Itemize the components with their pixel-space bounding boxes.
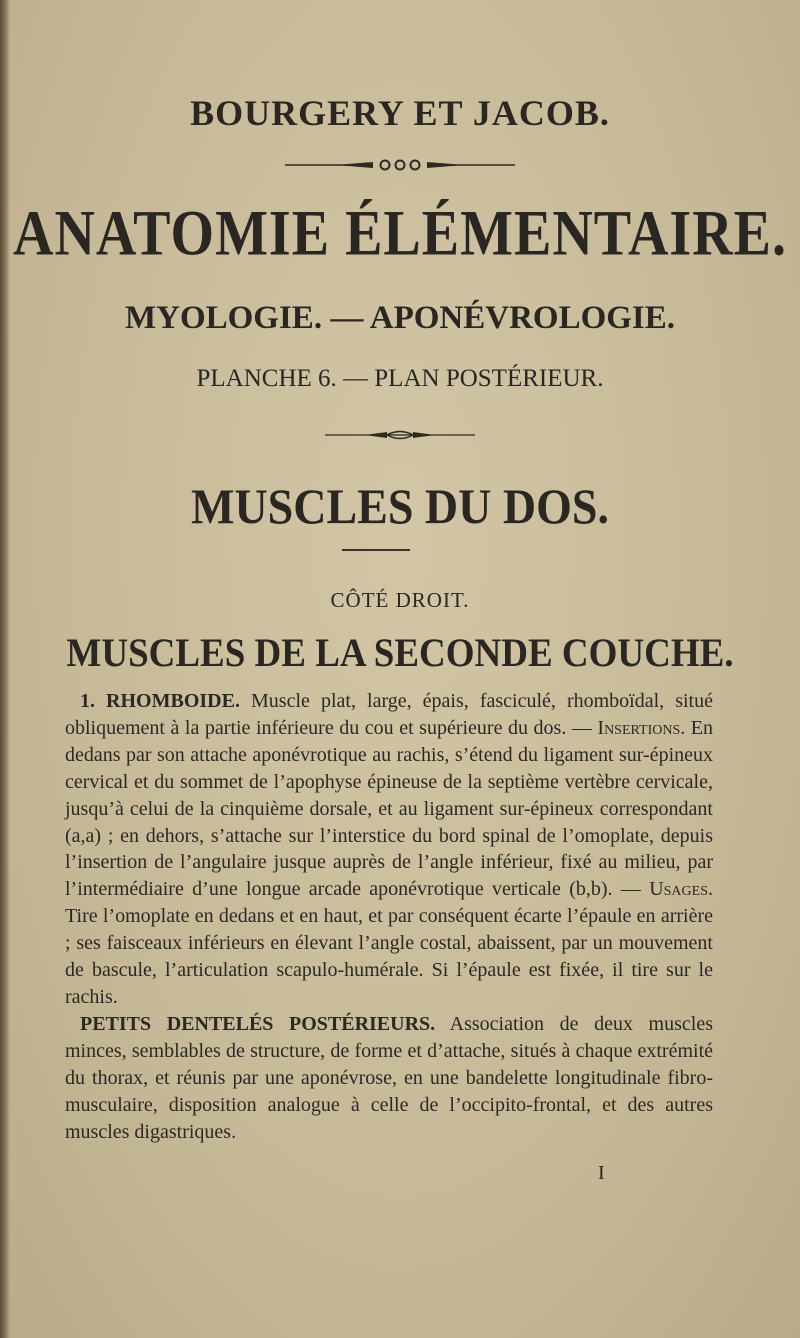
- authors-heading: BOURGERY ET JACOB.: [190, 93, 610, 133]
- short-rule: [342, 549, 410, 551]
- ornament-divider-top: [0, 158, 800, 172]
- paragraph-petits-denteles: [65, 1011, 713, 1146]
- insertions-label: Insertions: [597, 716, 681, 739]
- plate-label: PLANCHE 6. — PLAN POSTÉRIEUR.: [196, 365, 604, 392]
- paragraph-text: Muscle plat, large, épais, fasciculé, rhomboïdal, situé obliquement à la partie inférieure du cou et supérieure du dos. —: [65, 690, 713, 739]
- subtitle: MYOLOGIE. — APONÉVROLOGIE.: [124, 300, 676, 336]
- subsection-title: MUSCLES DE LA SECONDE COUCHE.: [66, 631, 734, 676]
- usages-label: Usages: [649, 878, 708, 901]
- page-signature: I: [598, 1162, 605, 1184]
- paragraph-text: . En dedans par son attache aponévrotique au rachis, s’étend du ligament sur-épineux cervical et du sommet de l’apophyse épineuse de la septième vertèbre cervicale, jusqu’à celui de la cinquième dorsale, et au ligament sur-épineux correspondant (a,a) ; en dehors, s’attache sur l’interstice du bord spinal de l’omoplate, depuis l’insertion de l’angulaire jusque auprès de l’angle inférieur, fixé au milieu, par l’intermédiaire d’une longue arcade aponévrotique verticale (b,b). —: [65, 716, 713, 901]
- body-text: [65, 688, 713, 1145]
- section-title: MUSCLES DU DOS.: [191, 478, 609, 535]
- side-label: CÔTÉ DROIT.: [330, 588, 470, 612]
- paragraph-heading: 1. RHOMBOIDE.: [80, 690, 240, 712]
- paragraph-text: . Tire l’omoplate en dedans et en haut, et par conséquent écarte l’épaule en arrière ; ses faisceaux inférieurs en élevant l’angle costal, abaissent, par un mouvement de bascule, l’articulation scapulo-humérale. Si l’épaule est fixée, il tire sur le rachis.: [65, 878, 713, 1008]
- paragraph-text: Association de deux muscles minces, semblables de structure, de forme et d’attache, situés à chaque extrémité du thorax, et réunis par une aponévrose, en une bandelette longitudinale fibro-musculaire, disposition analogue à celle de l’occipito-frontal, et des autres muscles digastriques.: [65, 1012, 713, 1143]
- ornament-divider-middle: [0, 429, 800, 441]
- paragraph-rhomboide: [65, 688, 713, 1011]
- main-title: ANATOMIE ÉLÉMENTAIRE.: [13, 198, 787, 270]
- paragraph-heading: PETITS DENTELÉS POSTÉRIEURS.: [80, 1012, 436, 1035]
